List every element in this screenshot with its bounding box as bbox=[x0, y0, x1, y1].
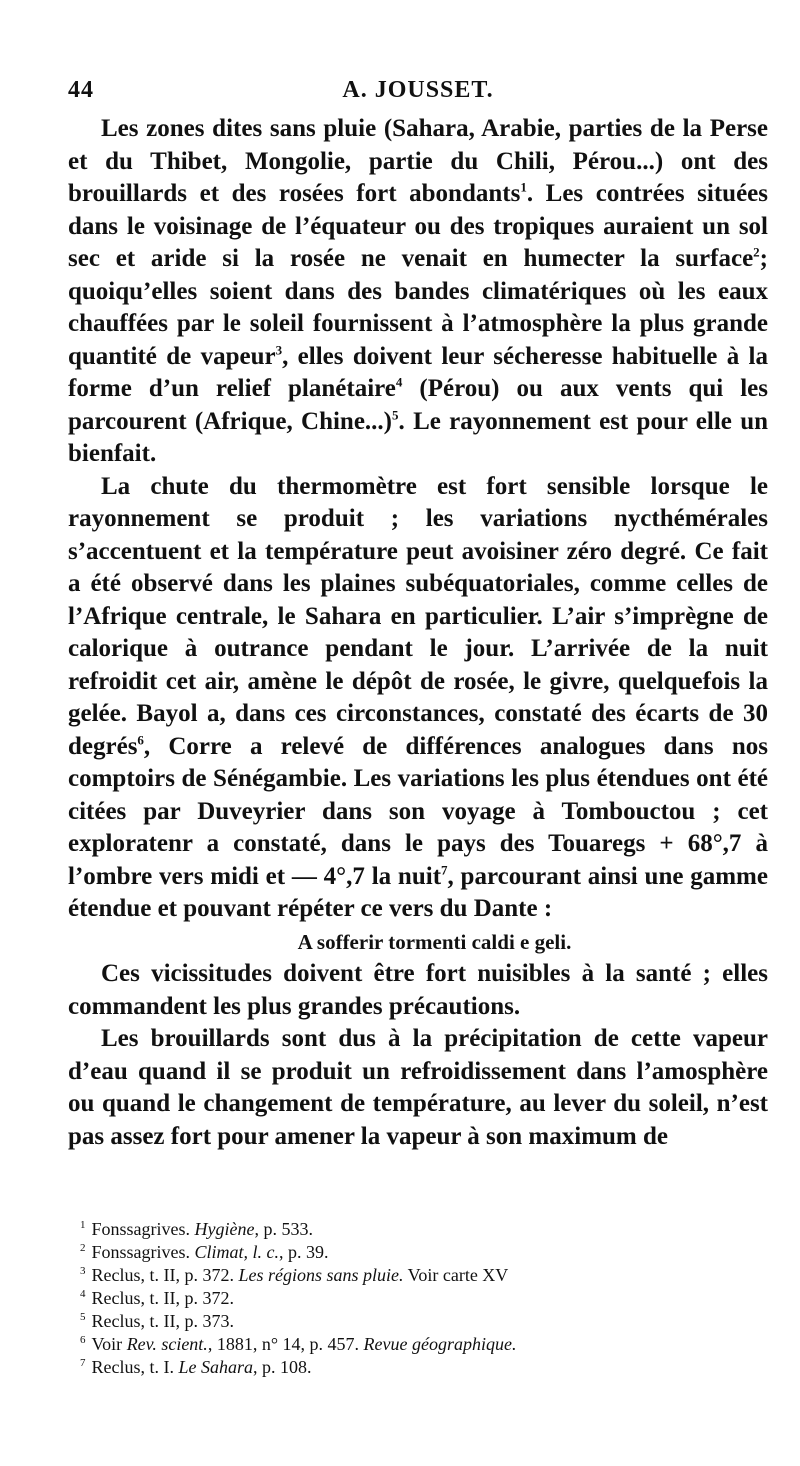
footnote-2: $^2$ Fonssagrives. Climat, l. c., p. 39. bbox=[80, 1242, 329, 1262]
footnote-ref-6: 6 bbox=[137, 732, 144, 748]
footnote-ref-3: 3 bbox=[275, 342, 283, 358]
footnote-ref-5: 5 bbox=[392, 407, 399, 423]
footnote-4: $^4$ Reclus, t. II, p. 372. bbox=[80, 1288, 234, 1308]
paragraph-2: La chute du thermomètre est fort sensible lorsque le rayonnement se produit ; les variations nycthémérales s’accentuent et la température peut avoisiner zéro degré. Ce fait a été observé dans les plaines subéquatoriales, comme celles de l’Afrique centrale, le Sahara en particulier. L’air s’imprègne de calorique à outrance pendant le jour. L’arrivée de la nuit refroidit cet air, amène le dépôt de rosée, le givre, quelquefois la gelée. Bayol a, dans ces circonstances, constaté des écarts de 30 degrés$^6$, Corre a relevé de différences analogues dans nos comptoirs de Sénégambie. Les variations les plus étendues ont été citées par Duveyrier dans son voyage à Tombouctou ; cet exploratenr a constaté, dans le pays des Touaregs + 68°,7 à l’ombre vers midi et — 4°,7 la nuit$^7$, parcourant ainsi une gamme étendue et pouvant répéter ce vers du Dante : bbox=[68, 472, 768, 922]
footnote-ref-1: 1 bbox=[520, 179, 527, 195]
footnotes bbox=[80, 1218, 770, 1379]
footnote-5: $^5$ Reclus, t. II, p. 373. bbox=[80, 1311, 234, 1331]
paragraph-4: Les brouillards sont dus à la précipitation de cette vapeur d’eau quand il se produit un refroidissement dans l’amosphère ou quand le changement de température, au lever du soleil, n’est pas assez fort pour amener la vapeur à son maximum de bbox=[68, 1025, 768, 1150]
footnote-6: $^6$ Voir Rev. scient., 1881, n° 14, p. 457. Revue géographique. bbox=[80, 1334, 517, 1354]
page-number: 44 bbox=[68, 77, 94, 103]
paragraph-3: Ces vicissitudes doivent être fort nuisibles à la santé ; elles commandent les plus grandes précautions. bbox=[68, 960, 768, 1020]
footnote-ref-7: 7 bbox=[441, 862, 448, 878]
footnote-ref-2: 2 bbox=[753, 244, 760, 260]
footnote-1: $^1$ Fonssagrives. Hygiène, p. 533. bbox=[80, 1219, 313, 1239]
body-text bbox=[68, 113, 768, 1153]
paragraph-1: Les zones dites sans pluie (Sahara, Arabie, parties de la Perse et du Thibet, Mongolie, partie du Chili, Pérou...) ont des brouillards et des rosées fort abondants$^1$. Les contrées situées dans le voisinage de l’équateur ou des tropiques auraient un sol sec et aride si la rosée ne venait en humecter la surface$^2$; quoiqu’elles soient dans des bandes climatériques où les eaux chauffées par le soleil fournissent à l’atmosphère la plus grande quantité de vapeur$^3$, elles doivent leur sécheresse habituelle à la forme d’un relief planétaire$^4$ (Pérou) ou aux vents qui les parcourent (Afrique, Chine...)$^5$. Le rayonnement est pour elle un bienfait. bbox=[68, 115, 769, 467]
running-title: A. JOUSSET. bbox=[342, 77, 494, 103]
footnote-3: $^3$ Reclus, t. II, p. 372. Les régions sans pluie. Voir carte XV bbox=[80, 1265, 509, 1285]
footnote-ref-4: 4 bbox=[395, 374, 403, 390]
verse-quote: A sofferir tormenti caldi e geli. bbox=[297, 929, 572, 954]
footnote-7: $^7$ Reclus, t. I. Le Sahara, p. 108. bbox=[80, 1357, 312, 1377]
running-header bbox=[68, 77, 768, 107]
